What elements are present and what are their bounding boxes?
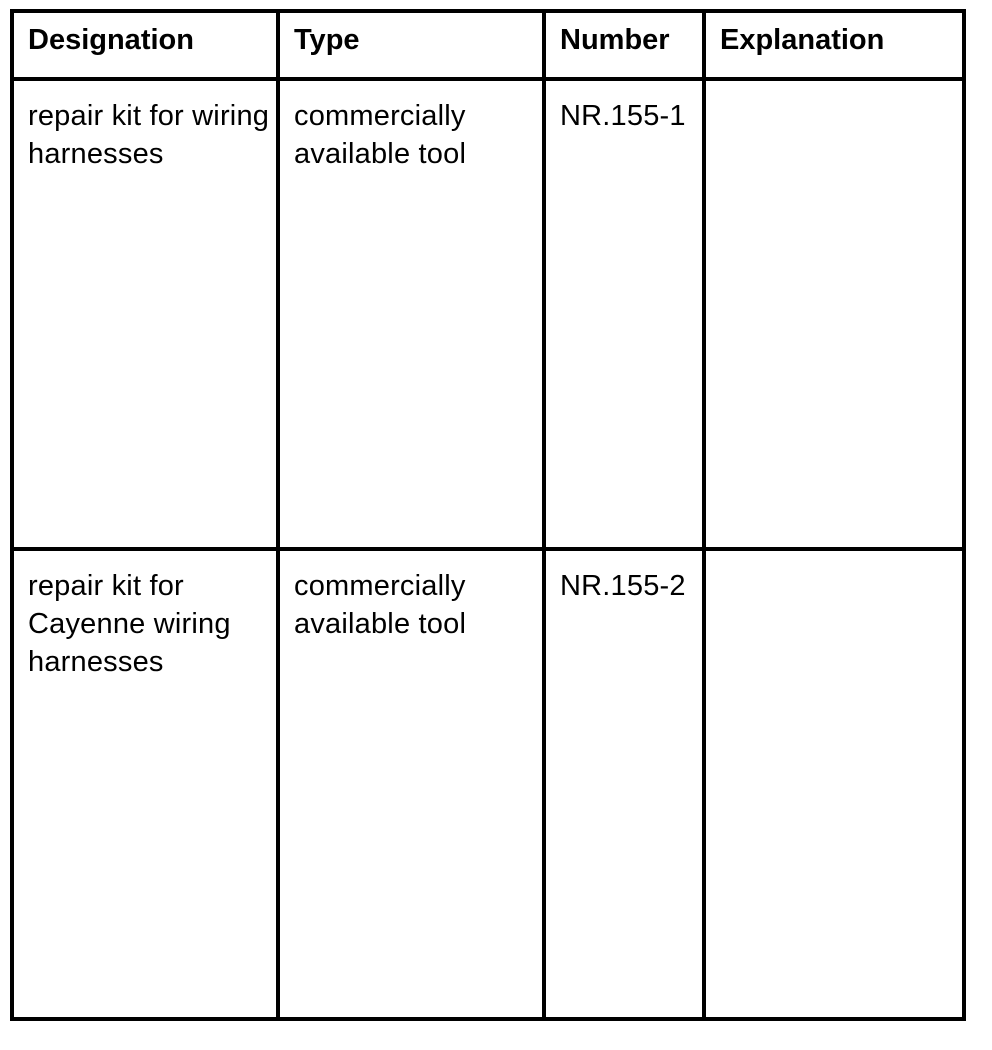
header-number: Number	[544, 11, 704, 79]
designation-text: repair kit for Cayenne wiring harnesses	[28, 570, 231, 678]
designation-text: repair kit for wiring harnesses	[28, 100, 270, 170]
cell-type	[278, 549, 544, 1019]
cell-explanation	[704, 549, 964, 1019]
cell-explanation	[704, 79, 964, 549]
header-explanation: Explanation	[704, 11, 964, 79]
table-row	[12, 549, 964, 1019]
cell-number	[544, 79, 704, 549]
type-text: commercially available tool	[294, 570, 467, 640]
header-type: Type	[278, 11, 544, 79]
type-text: commercially available tool	[294, 100, 467, 170]
special-tools-table	[10, 9, 966, 1021]
cell-designation	[12, 549, 278, 1019]
header-designation: Designation	[12, 11, 278, 79]
cell-number	[544, 549, 704, 1019]
table-row	[12, 79, 964, 549]
table-header-row	[12, 11, 964, 79]
cell-designation	[12, 79, 278, 549]
cell-type	[278, 79, 544, 549]
number-text: NR.155-1	[560, 100, 686, 132]
number-text: NR.155-2	[560, 570, 686, 602]
